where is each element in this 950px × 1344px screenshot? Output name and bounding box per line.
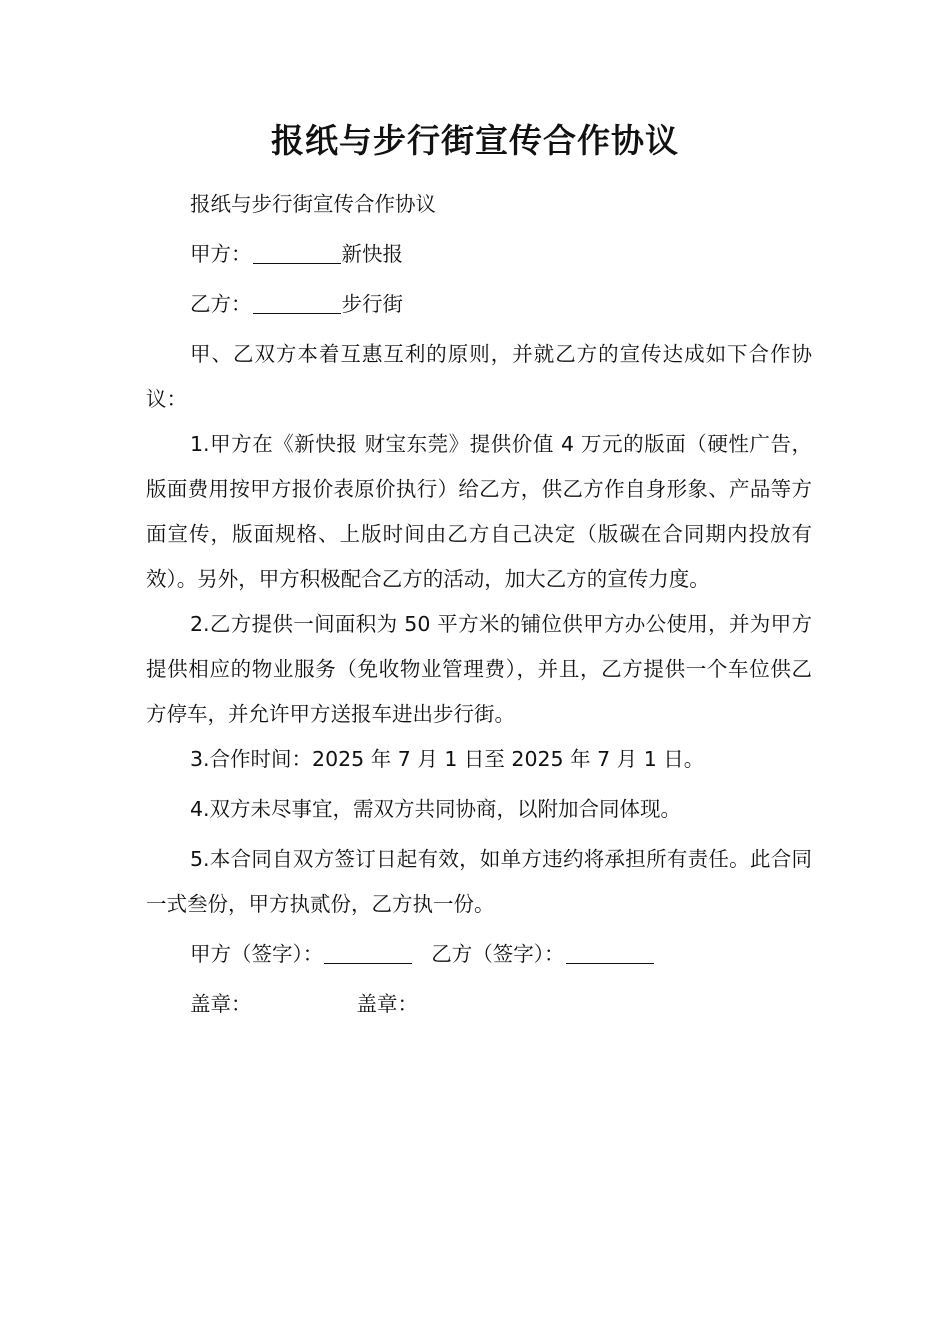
party-b-signature-label: 乙方（签字）： bbox=[431, 942, 565, 966]
party-a-line bbox=[146, 232, 812, 277]
signature-line bbox=[146, 932, 812, 977]
party-b-seal-label: 盖章： bbox=[356, 992, 418, 1016]
clause-4: 4.双方未尽事宜，需双方共同协商，以附加合同体现。 bbox=[190, 797, 682, 821]
party-a-name: 新快报 bbox=[341, 242, 403, 266]
subtitle-paragraph: 报纸与步行街宣传合作协议 bbox=[190, 192, 436, 216]
intro-paragraph: 甲、乙双方本着互惠互利的原则，并就乙方的宣传达成如下合作协议： bbox=[146, 342, 812, 411]
seal-line bbox=[146, 982, 812, 1027]
clause-2: 2.乙方提供一间面积为 50 平方米的铺位供甲方办公使用，并为甲方提供相应的物业服务（免收物业管理费），并且，乙方提供一个车位供乙方停车，并允许甲方送报车进出步行街。 bbox=[146, 612, 812, 726]
party-a-signature-blank bbox=[324, 941, 412, 964]
party-b-blank bbox=[253, 291, 341, 314]
document-title: 报纸与步行街宣传合作协议 bbox=[271, 121, 679, 160]
party-a-label: 甲方： bbox=[190, 242, 252, 266]
party-a-signature-label: 甲方（签字）： bbox=[190, 942, 324, 966]
clause-1: 1.甲方在《新快报 财宝东莞》提供价值 4 万元的版面（硬性广告，版面费用按甲方报价表原价执行）给乙方，供乙方作自身形象、产品等方面宣传，版面规格、上版时间由乙方自己决定（版碳在合同期内投放有效）。另外，甲方积极配合乙方的活动，加大乙方的宣传力度。 bbox=[146, 432, 812, 591]
party-b-name: 步行街 bbox=[341, 292, 403, 316]
party-b-line bbox=[146, 282, 812, 327]
clause-3: 3.合作时间：2025 年 7 月 1 日至 2025 年 7 月 1 日。 bbox=[190, 747, 705, 771]
party-a-seal-label: 盖章： bbox=[190, 992, 252, 1016]
document-body bbox=[146, 182, 812, 1027]
party-b-signature-blank bbox=[566, 941, 654, 964]
party-a-blank bbox=[253, 241, 341, 264]
party-b-label: 乙方： bbox=[190, 292, 252, 316]
clause-5: 5.本合同自双方签订日起有效，如单方违约将承担所有责任。此合同一式叁份，甲方执贰份，乙方执一份。 bbox=[146, 847, 812, 916]
